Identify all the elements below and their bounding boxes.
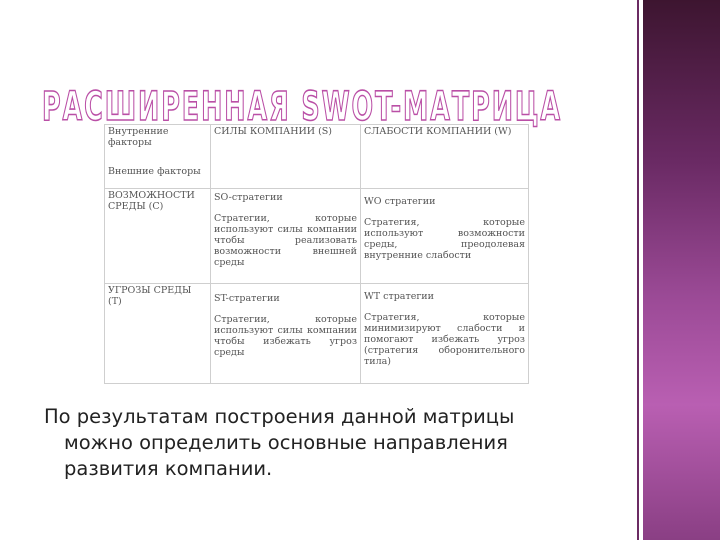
threats-label-cell: [105, 284, 211, 384]
wo-title: WO стратегии: [364, 196, 436, 208]
matrix-header-row: [105, 125, 529, 189]
internal-factors-label: Внутренние факторы: [108, 126, 169, 148]
wt-description: Стратегия, которые минимизируют слабости и помогают избежать угроз (стратегия оборонительного тила): [364, 312, 525, 367]
decorative-side-band: [643, 0, 720, 540]
wo-cell: [361, 189, 529, 284]
so-cell: [211, 189, 361, 284]
wo-description: Стратегия, которые используют возможности среды, преодолевая внутренние слабости: [364, 217, 525, 261]
conclusion-line-2: можно определить основные направления: [64, 431, 508, 454]
st-cell: [211, 284, 361, 384]
strengths-header-cell: [211, 125, 361, 189]
so-description: Стратегии, которые используют силы компании чтобы реализовать возможности внешней среды: [214, 213, 357, 268]
matrix-threats-row: [105, 284, 529, 384]
conclusion-line-1: По результатам построения данной матрицы: [44, 405, 515, 428]
strengths-header: СИЛЫ КОМПАНИИ (S): [214, 126, 332, 137]
weaknesses-header: СЛАБОСТИ КОМПАНИИ (W): [364, 126, 512, 137]
conclusion-paragraph: [44, 404, 604, 482]
slide-title-text: РАСШИРЕННАЯ SWOT-МАТРИЦА: [42, 84, 562, 130]
threats-label: УГРОЗЫ СРЕДЫ (Т): [108, 285, 192, 308]
opportunities-label-cell: [105, 189, 211, 284]
external-factors-label: Внешние факторы: [108, 165, 201, 177]
matrix-corner-cell: [105, 125, 211, 189]
wt-cell: [361, 284, 529, 384]
swot-matrix-table: [104, 124, 529, 384]
so-title: SO-стратегии: [214, 192, 283, 204]
matrix-opportunities-row: [105, 189, 529, 284]
st-description: Стратегии, которые используют силы компании чтобы избежать угроз среды: [214, 314, 357, 358]
conclusion-line-3: развития компании.: [64, 457, 273, 480]
opportunities-label: ВОЗМОЖНОСТИ СРЕДЫ (С): [108, 190, 195, 213]
st-title: ST-стратегии: [214, 293, 280, 305]
weaknesses-header-cell: [361, 125, 529, 189]
decorative-divider: [637, 0, 639, 540]
wt-title: WT стратегии: [364, 291, 434, 303]
